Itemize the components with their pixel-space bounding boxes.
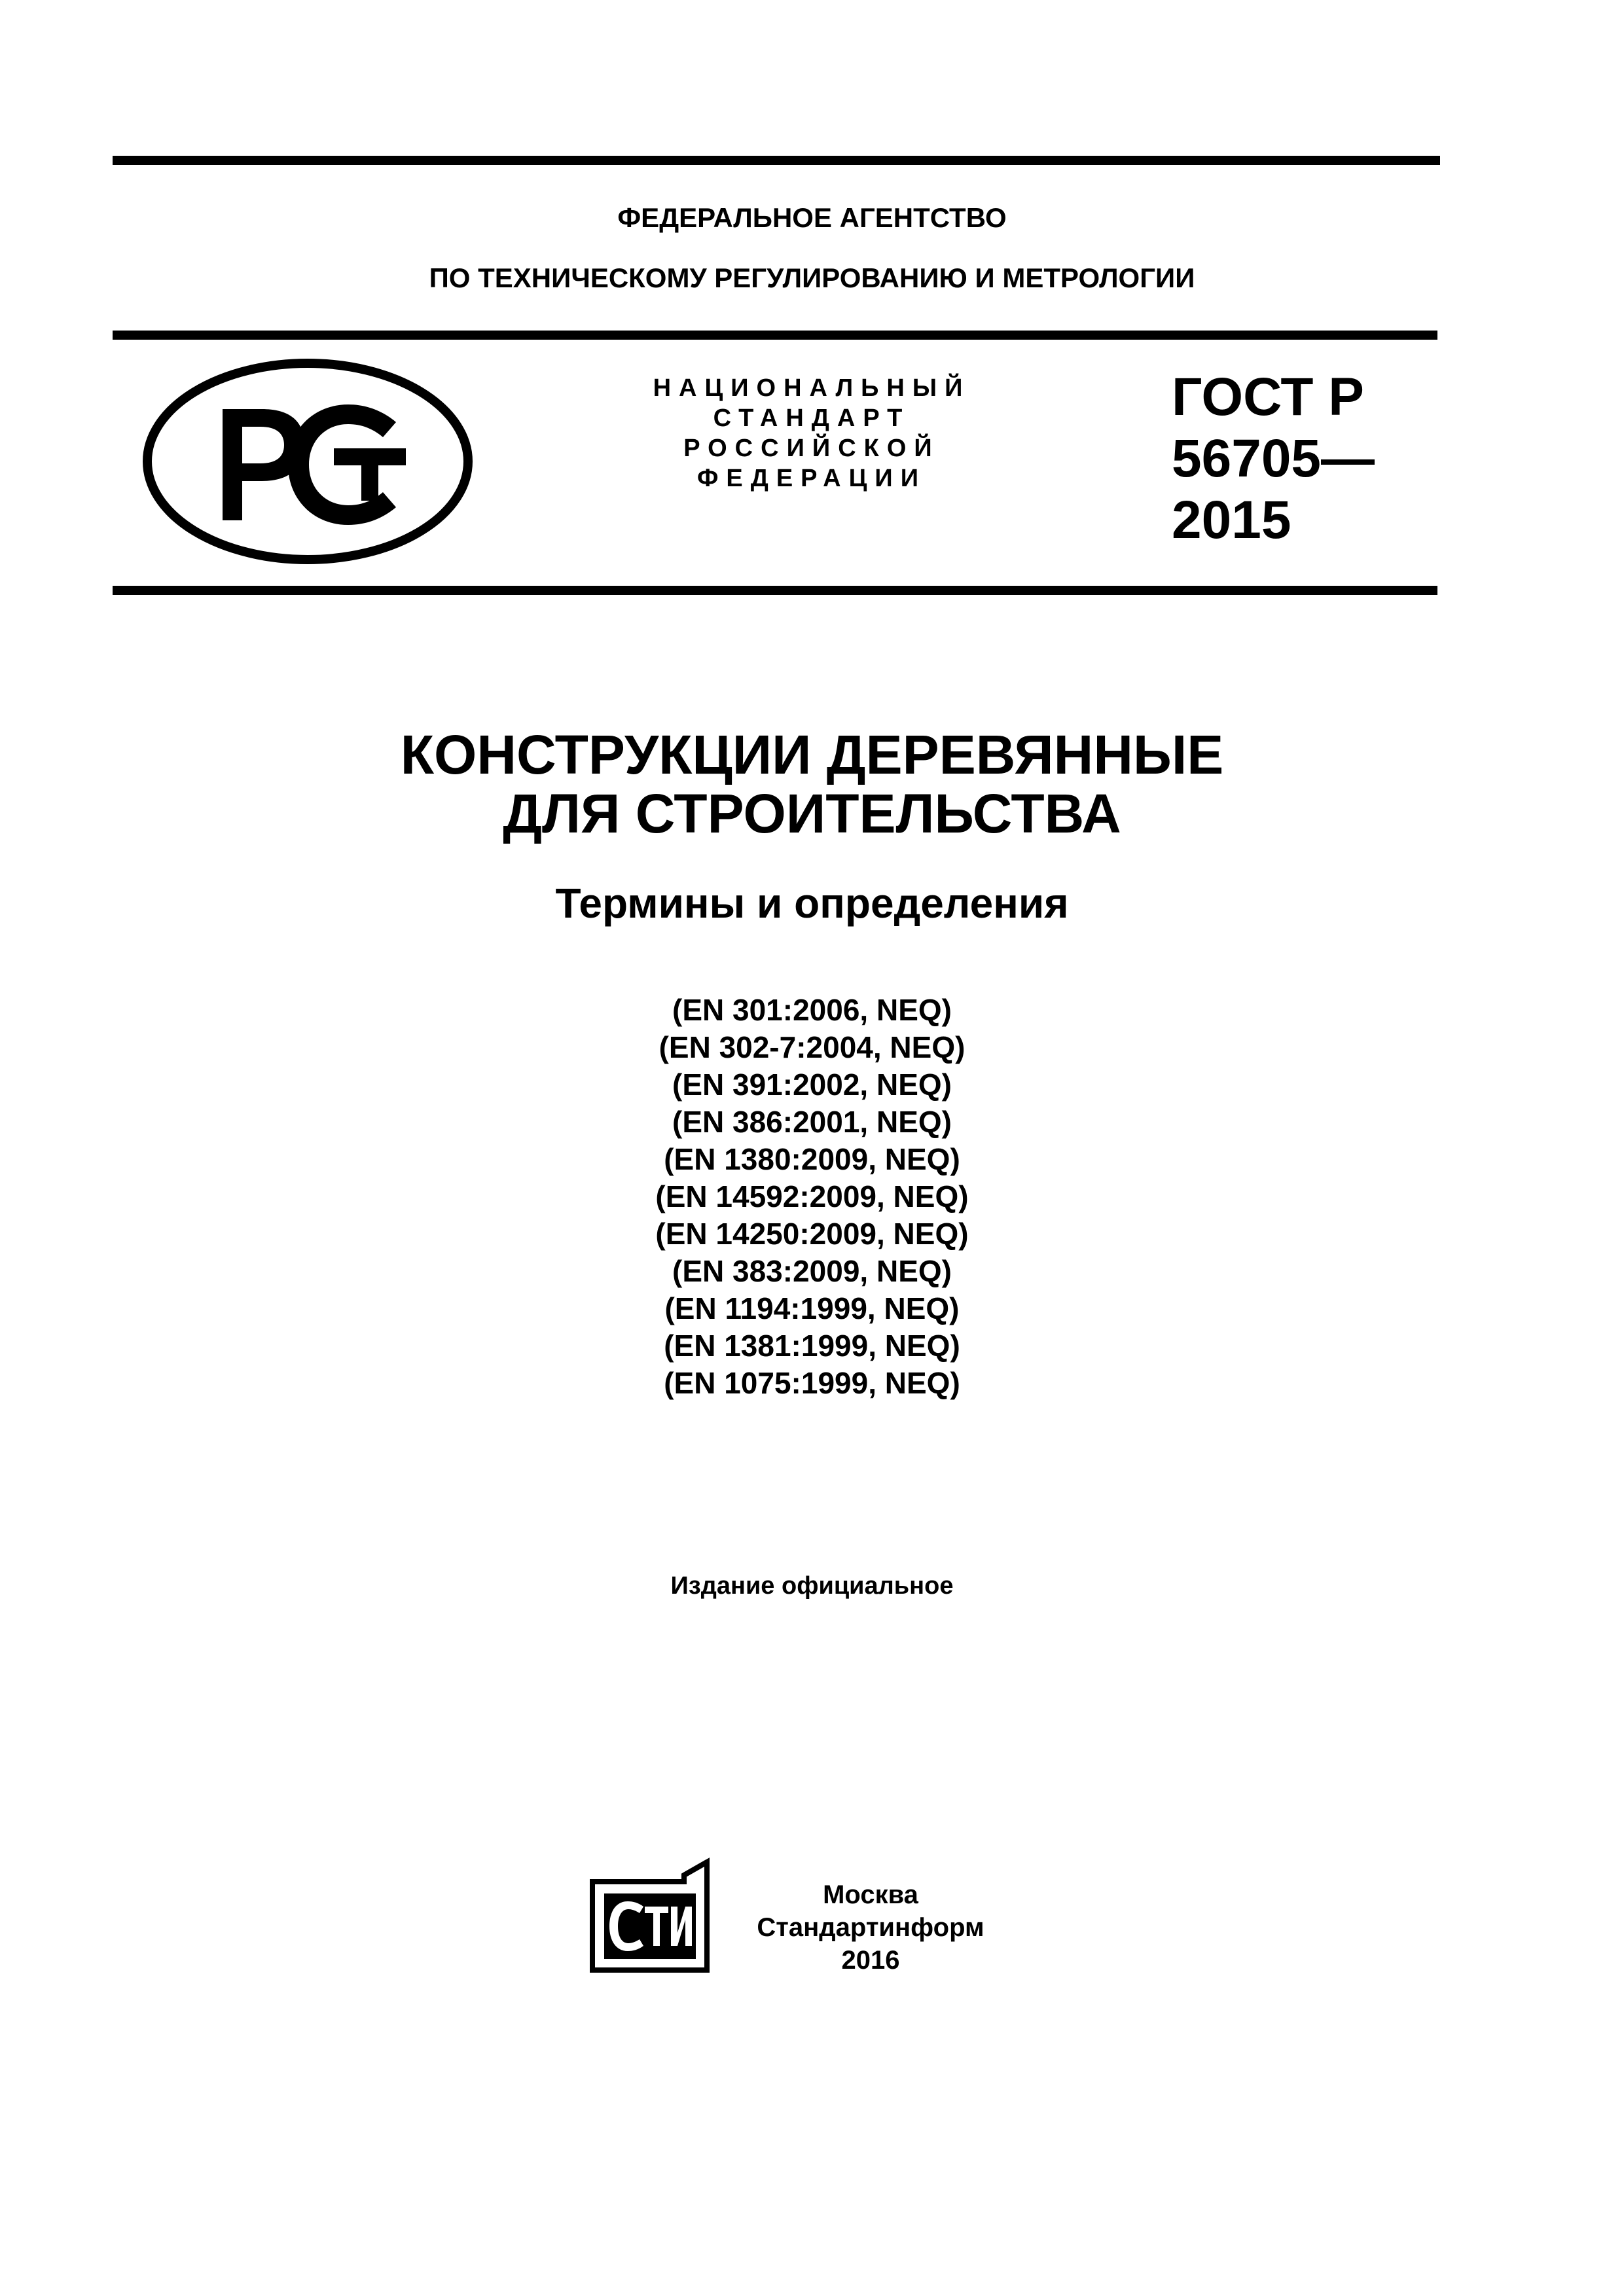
gost-line-2: 56705— bbox=[1172, 429, 1375, 488]
national-line-4: ФЕДЕРАЦИИ bbox=[696, 465, 927, 492]
gost-line-1: ГОСТ Р bbox=[1172, 367, 1364, 427]
en-reference: (EN 391:2002, NEQ) bbox=[672, 1067, 952, 1102]
top-rule bbox=[113, 156, 1440, 165]
agency-line-1: ФЕДЕРАЛЬНОЕ АГЕНТСТВО bbox=[617, 202, 1007, 233]
en-reference: (EN 1075:1999, NEQ) bbox=[664, 1366, 960, 1400]
publisher-block bbox=[733, 1878, 1008, 1977]
national-line-3: РОССИЙСКОЙ bbox=[683, 435, 940, 462]
en-references-list bbox=[0, 992, 1624, 1402]
national-standard-label bbox=[622, 373, 1001, 493]
en-reference: (EN 1380:2009, NEQ) bbox=[664, 1142, 960, 1176]
gost-designation bbox=[1172, 367, 1375, 551]
en-reference: (EN 14592:2009, NEQ) bbox=[655, 1179, 969, 1213]
agency-line-2: ПО ТЕХНИЧЕСКОМУ РЕГУЛИРОВАНИЮ И МЕТРОЛОГИИ bbox=[429, 262, 1195, 293]
publisher-city: Москва bbox=[823, 1880, 918, 1909]
en-reference: (EN 1381:1999, NEQ) bbox=[664, 1329, 960, 1363]
en-reference: (EN 301:2006, NEQ) bbox=[672, 993, 952, 1027]
edition-label: Издание официальное bbox=[670, 1572, 954, 1600]
en-reference: (EN 14250:2009, NEQ) bbox=[655, 1217, 969, 1251]
en-reference: (EN 386:2001, NEQ) bbox=[672, 1105, 952, 1139]
document-title-line-2: ДЛЯ СТРОИТЕЛЬСТВА bbox=[503, 783, 1121, 844]
gost-line-3: 2015 bbox=[1172, 490, 1291, 550]
mid-rule-lower bbox=[113, 586, 1437, 595]
en-reference: (EN 302-7:2004, NEQ) bbox=[659, 1030, 965, 1064]
national-line-2: СТАНДАРТ bbox=[713, 404, 911, 432]
publisher-name: Стандартинформ bbox=[757, 1913, 984, 1942]
publisher-year: 2016 bbox=[841, 1946, 900, 1975]
national-line-1: НАЦИОНАЛЬНЫЙ bbox=[653, 374, 971, 402]
en-reference: (EN 1194:1999, NEQ) bbox=[664, 1291, 960, 1325]
mid-rule-upper bbox=[113, 331, 1437, 340]
document-title-line-1: КОНСТРУКЦИИ ДЕРЕВЯННЫЕ bbox=[400, 724, 1224, 785]
standartinform-logo-icon bbox=[586, 1856, 717, 1973]
rst-logo-icon bbox=[137, 353, 478, 569]
document-subtitle: Термины и определения bbox=[555, 880, 1069, 927]
en-reference: (EN 383:2009, NEQ) bbox=[672, 1254, 952, 1288]
